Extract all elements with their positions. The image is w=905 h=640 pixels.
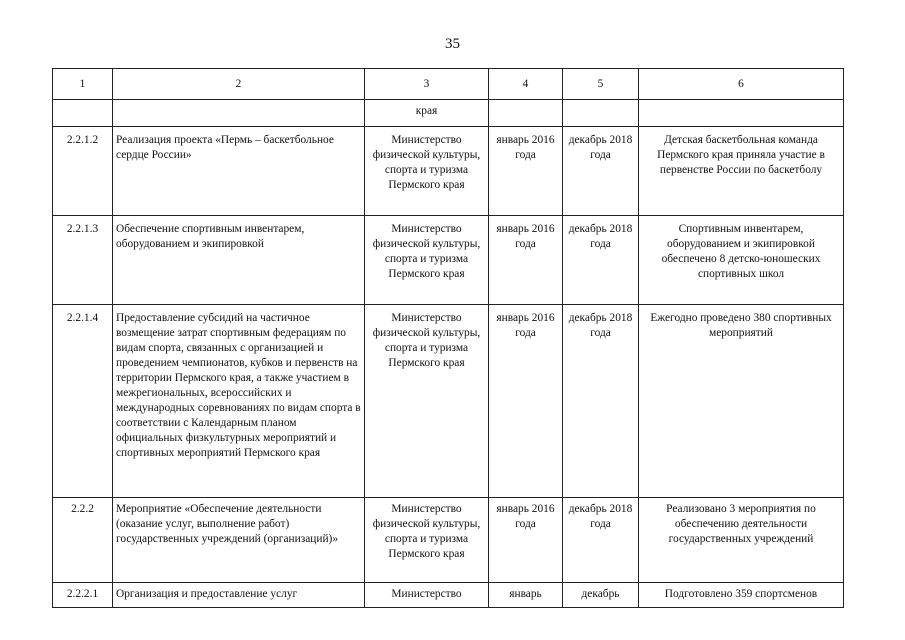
- row-result: Ежегодно проведено 380 спортивных мероприятий: [639, 305, 844, 498]
- table-cell: [53, 100, 113, 127]
- table-cell: [563, 100, 639, 127]
- row-code: 2.2.2: [53, 498, 113, 583]
- page-number: 35: [445, 36, 460, 52]
- row-name: Организация и предоставление услуг: [113, 583, 365, 608]
- row-executor: Министерство физической культуры, спорта и туризма Пермского края: [365, 498, 489, 583]
- column-header: 3: [365, 69, 489, 100]
- row-result: Детская баскетбольная команда Пермского края приняла участие в первенстве России по баскетболу: [639, 127, 844, 216]
- row-code: 2.2.1.3: [53, 216, 113, 305]
- row-name: Мероприятие «Обеспечение деятельности (оказание услуг, выполнение работ) государственных учреждений (организаций)»: [113, 498, 365, 583]
- table-row: [53, 305, 844, 498]
- continuation-row: [53, 100, 844, 127]
- row-end: декабрь 2018 года: [563, 498, 639, 583]
- row-start: январь 2016 года: [489, 216, 563, 305]
- column-header: 6: [639, 69, 844, 100]
- row-name: Обеспечение спортивным инвентарем, оборудованием и экипировкой: [113, 216, 365, 305]
- table-cell: края: [365, 100, 489, 127]
- row-end: декабрь 2018 года: [563, 127, 639, 216]
- row-executor: Министерство физической культуры, спорта и туризма Пермского края: [365, 127, 489, 216]
- row-executor: Министерство: [365, 583, 489, 608]
- row-end: декабрь: [563, 583, 639, 608]
- table-cell: [489, 100, 563, 127]
- table-cell: [113, 100, 365, 127]
- row-start: январь: [489, 583, 563, 608]
- row-code: 2.2.1.2: [53, 127, 113, 216]
- program-table: [52, 68, 844, 608]
- table-row: [53, 583, 844, 608]
- table-row: [53, 127, 844, 216]
- table-row: [53, 216, 844, 305]
- row-code: 2.2.2.1: [53, 583, 113, 608]
- row-result: Спортивным инвентарем, оборудованием и экипировкой обеспечено 8 детско-юношеских спортивных школ: [639, 216, 844, 305]
- row-start: январь 2016 года: [489, 305, 563, 498]
- column-header: 4: [489, 69, 563, 100]
- column-header: 1: [53, 69, 113, 100]
- row-result: Реализовано 3 мероприятия по обеспечению деятельности государственных учреждений: [639, 498, 844, 583]
- column-header: 2: [113, 69, 365, 100]
- row-code: 2.2.1.4: [53, 305, 113, 498]
- row-start: январь 2016 года: [489, 498, 563, 583]
- table-row: [53, 498, 844, 583]
- row-end: декабрь 2018 года: [563, 305, 639, 498]
- row-name: Предоставление субсидий на частичное возмещение затрат спортивным федерациям по видам спорта, связанных с организацией и проведением чемпионатов, кубков и первенств на территории Пермского края, а также участием в межрегиональных, всероссийских и международных соревнованиях по видам спорта в соответствии с Календарным планом официальных физкультурных мероприятий и спортивных мероприятий Пермского края: [113, 305, 365, 498]
- row-start: январь 2016 года: [489, 127, 563, 216]
- row-end: декабрь 2018 года: [563, 216, 639, 305]
- row-executor: Министерство физической культуры, спорта и туризма Пермского края: [365, 305, 489, 498]
- row-executor: Министерство физической культуры, спорта и туризма Пермского края: [365, 216, 489, 305]
- table-header-row: [53, 69, 844, 100]
- table-cell: [639, 100, 844, 127]
- row-name: Реализация проекта «Пермь – баскетбольное сердце России»: [113, 127, 365, 216]
- row-result: Подготовлено 359 спортсменов: [639, 583, 844, 608]
- column-header: 5: [563, 69, 639, 100]
